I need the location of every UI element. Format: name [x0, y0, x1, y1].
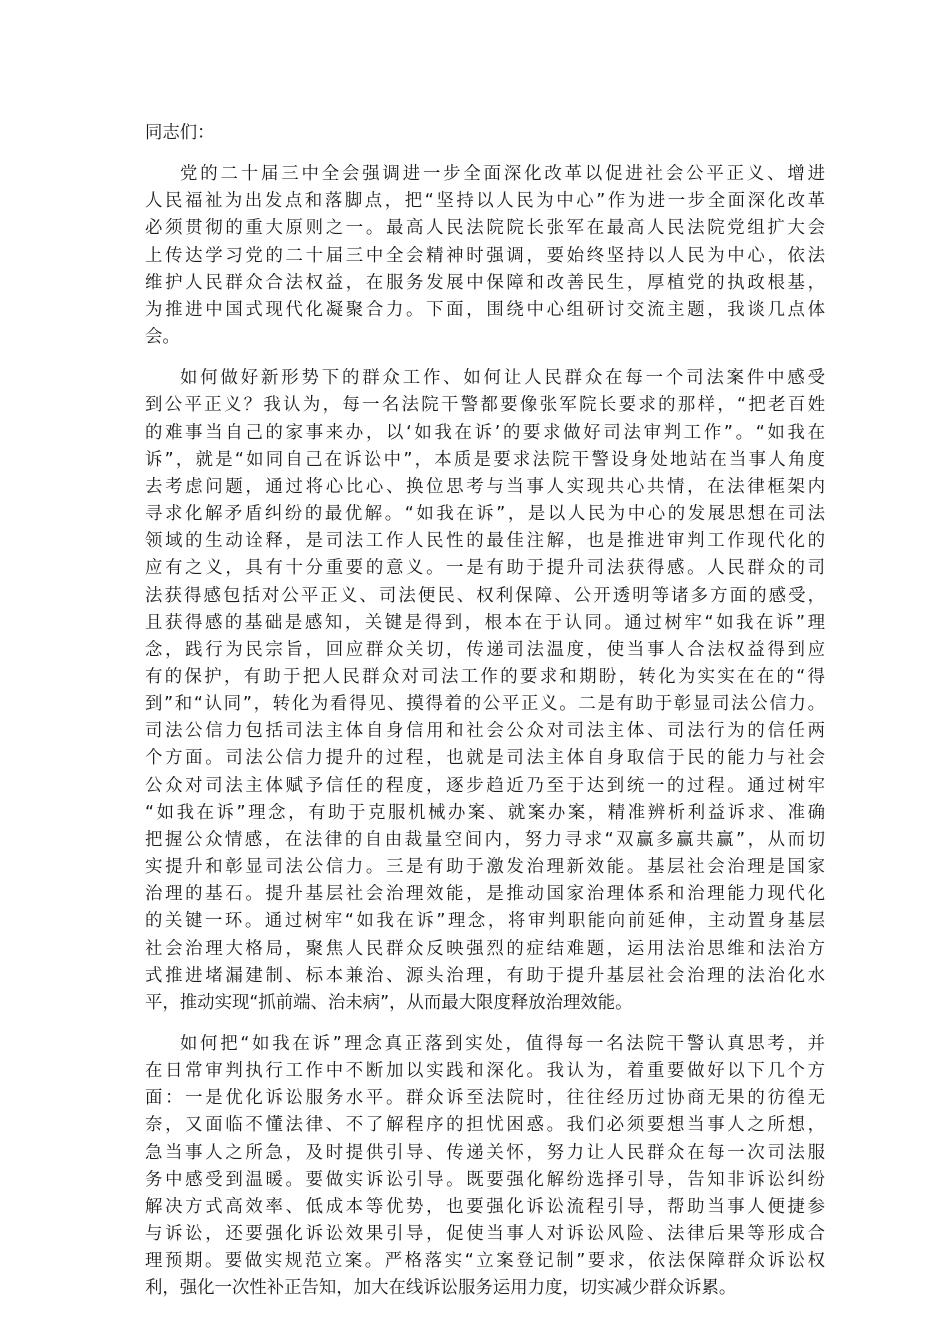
paragraph-line: 去考虑问题，通过将心比心、换位思考与当事人实现共心共情，在法律框架内 [145, 476, 825, 497]
paragraph-line: 维护人民群众合法权益，在服务发展中保障和改善民生，厚植党的执政根基， [145, 272, 825, 293]
paragraph-line: 法获得感包括对公平正义、司法便民、权利保障、公开透明等诸多方面的感受， [145, 585, 825, 606]
paragraph-line: 社会治理大格局，聚焦人民群众反映强烈的症结难题，运用法治思维和法治方 [145, 938, 825, 959]
paragraph-line: 诉”，就是“如同自己在诉讼中”，本质是要求法院干警设身处地站在当事人角度 [145, 449, 825, 470]
paragraph-line: 到”和“认同”，转化为看得见、摸得着的公平正义。二是有助于彰显司法公信力。 [145, 694, 825, 715]
paragraph-line: 在日常审判执行工作中不断加以实践和深化。我认为，着重要做好以下几个方 [145, 1061, 825, 1082]
paragraph-line: 如何把“如我在诉”理念真正落到实处，值得每一名法院干警认真思考，并 [180, 1034, 825, 1054]
paragraph-line: 会。 [145, 327, 180, 348]
paragraph-line: 务中感受到温暖。要做实诉讼引导。既要强化解纷选择引导，告知非诉讼纠纷 [145, 1169, 825, 1190]
paragraph-line: 急当事人之所急，及时提供引导、传递关怀，努力让人民群众在每一次司法服 [145, 1142, 825, 1163]
paragraph-line: 上传达学习党的二十届三中全会精神时强调，要始终坚持以人民为中心，依法 [145, 245, 825, 266]
paragraph-line: 必须贯彻的重大原则之一。最高人民法院院长张军在最高人民法院党组扩大会 [145, 218, 825, 239]
paragraph-line: 把握公众情感，在法律的自由裁量空间内，努力寻求“双赢多赢共赢”，从而切 [145, 829, 825, 850]
paragraph-line: 党的二十届三中全会强调进一步全面深化改革以促进社会公平正义、增进 [180, 164, 825, 185]
paragraph-line: 治理的基石。提升基层社会治理效能，是推动国家治理体系和治理能力现代化 [145, 884, 825, 905]
paragraph-line: 解决方式高效率、低成本等优势，也要强化诉讼流程引导，帮助当事人便捷参 [145, 1196, 825, 1217]
paragraph-line: 为推进中国式现代化凝聚合力。下面，围绕中心组研讨交流主题，我谈几点体 [145, 299, 825, 320]
paragraph-line: 奈，又面临不懂法律、不了解程序的担忧困惑。我们必须要想当事人之所想， [145, 1115, 825, 1136]
paragraph-2 [145, 365, 825, 1017]
paragraph-line: 实提升和彰显司法公信力。三是有助于激发治理新效能。基层社会治理是国家 [145, 857, 825, 878]
salutation: 同志们： [145, 123, 215, 143]
paragraph-line: 有的保护，有助于把人民群众对司法工作的要求和期盼，转化为实实在在的“得 [145, 666, 825, 687]
paragraph-line: 司法公信力包括司法主体自身信用和社会公众对司法主体、司法行为的信任两 [145, 721, 825, 742]
paragraph-line: 的关键一环。通过树牢“如我在诉”理念，将审判职能向前延伸，主动置身基层 [145, 911, 825, 932]
paragraph-line: 平，推动实现“抓前端、治未病”，从而最大限度释放治理效能。 [145, 992, 633, 1013]
paragraph-line: 个方面。司法公信力提升的过程，也就是司法主体自身取信于民的能力与社会 [145, 748, 825, 769]
paragraph-line: 面：一是优化诉讼服务水平。群众诉至法院时，往往经历过协商无果的彷徨无 [145, 1088, 825, 1109]
document-page [145, 120, 825, 1317]
paragraph-line: 应有之义，具有十分重要的意义。一是有助于提升司法获得感。人民群众的司 [145, 558, 825, 579]
paragraph-line: 领域的生动诠释，是司法工作人民性的最佳注解，也是推进审判工作现代化的 [145, 531, 825, 552]
paragraph-line: 寻求化解矛盾纠纷的最优解。“如我在诉”，是以人民为中心的发展思想在司法 [145, 504, 825, 525]
paragraph-line: 的难事当自己的家事来办，以‘如我在诉’的要求做好司法审判工作”。“如我在 [145, 422, 825, 443]
paragraph-line: 理预期。要做实规范立案。严格落实“立案登记制”要求，依法保障群众诉讼权 [145, 1251, 825, 1272]
paragraph-line: 如何做好新形势下的群众工作、如何让人民群众在每一个司法案件中感受 [180, 368, 825, 389]
paragraph-line: 念，践行为民宗旨，回应群众关切，传递司法温度，使当事人合法权益得到应 [145, 639, 825, 660]
paragraph-line: 式推进堵漏建制、标本兼治、源头治理，有助于提升基层社会治理的法治化水 [145, 965, 825, 986]
paragraph-1 [145, 161, 825, 351]
paragraph-line: 利，强化一次性补正告知，加大在线诉讼服务运用力度，切实减少群众诉累。 [145, 1278, 737, 1299]
paragraph-line: 公众对司法主体赋予信任的程度，逐步趋近乃至于达到统一的过程。通过树牢 [145, 775, 825, 796]
paragraph-line: 到公平正义？我认为，每一名法院干警都要像张军院长要求的那样，“把老百姓 [145, 395, 825, 416]
paragraph-line: “如我在诉”理念，有助于克服机械办案、就案办案，精准辨析利益诉求、准确 [145, 802, 825, 823]
paragraph-line: 与诉讼，还要强化诉讼效果引导，促使当事人对诉讼风险、法律后果等形成合 [145, 1224, 825, 1245]
paragraph-line: 且获得感的基础是感知，关键是得到，根本在于认同。通过树牢“如我在诉”理 [145, 612, 825, 633]
paragraph-line: 人民福祉为出发点和落脚点，把“坚持以人民为中心”作为进一步全面深化改革 [145, 191, 825, 212]
paragraph-3 [145, 1031, 825, 1303]
